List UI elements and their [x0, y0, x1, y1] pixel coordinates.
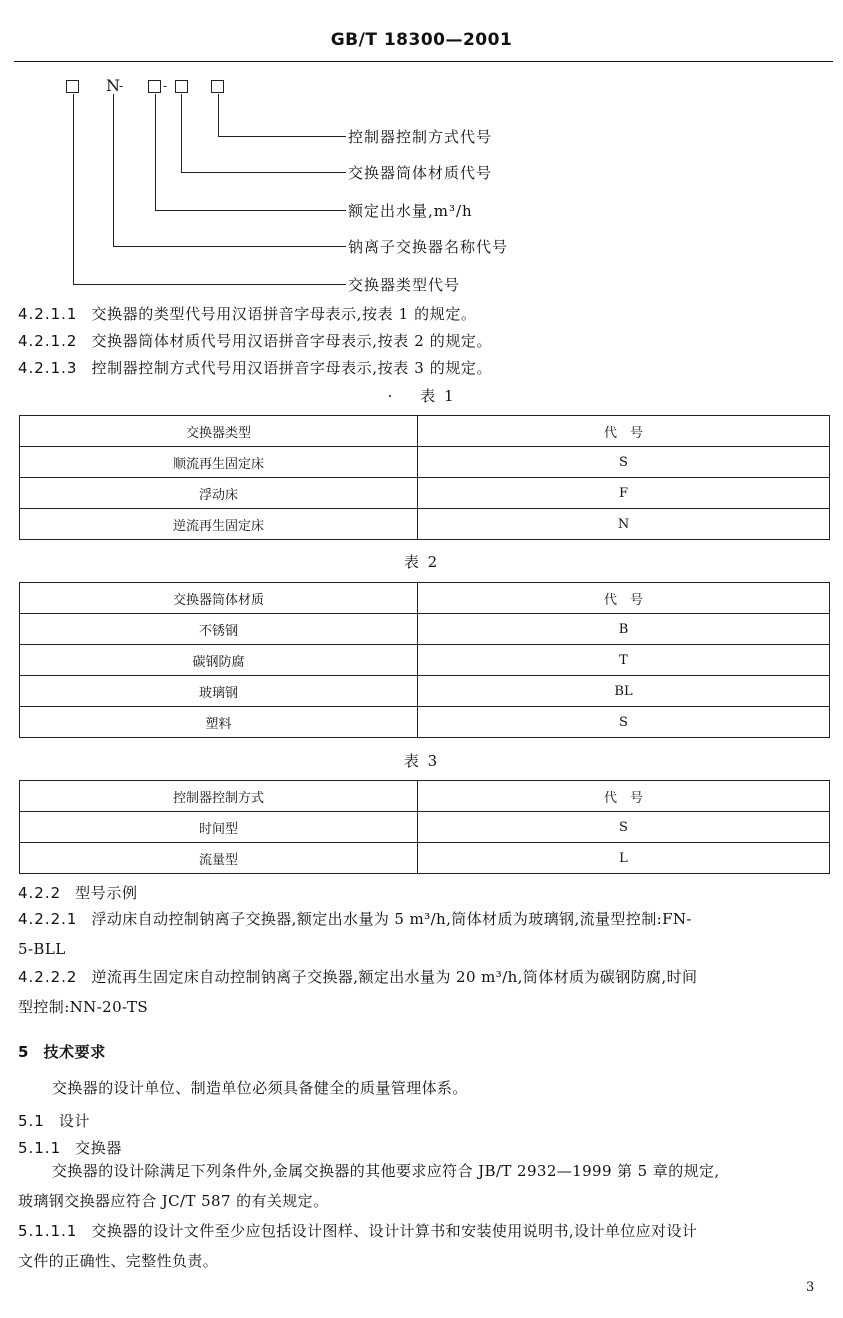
section-5-1-heading: 5.1 设计 [18, 1112, 91, 1130]
table-cell: 流量型 [20, 843, 418, 874]
leader-line [73, 284, 346, 285]
table-3 [19, 780, 830, 874]
section-5-heading: 5 技术要求 [18, 1043, 106, 1061]
table-3-caption: 表 3 [403, 752, 440, 770]
section-5-1-1-heading: 5.1.1 交换器 [18, 1139, 122, 1157]
table-cell: S [418, 447, 830, 478]
flow-code-box [148, 80, 161, 93]
table-cell: 浮动床 [20, 478, 418, 509]
column-header: 控制器控制方式 [20, 781, 418, 812]
table-cell: B [418, 614, 830, 645]
leader-line [155, 94, 156, 210]
table-row [20, 509, 830, 540]
clause-number: 4.2.1.2 [18, 332, 78, 350]
table-row [20, 676, 830, 707]
table-row [20, 843, 830, 874]
label-material-code: 交换器筒体材质代号 [348, 164, 493, 182]
clause-number: 5.1 [18, 1112, 45, 1130]
code-dash: - [119, 79, 124, 93]
leader-line [218, 94, 219, 136]
leader-line [113, 94, 114, 246]
table-cell: T [418, 645, 830, 676]
section-5-1-1-body: 交换器的设计除满足下列条件外,金属交换器的其他要求应符合 JB/T 2932—1999 第 5 章的规定, 玻璃钢交换器应符合 JC/T 587 的有关规定。 [18, 1162, 720, 1210]
type-code-box [66, 80, 79, 93]
page-number: 3 [806, 1280, 815, 1295]
clause-4-2-1-1 [18, 303, 477, 324]
table-cell: 顺流再生固定床 [20, 447, 418, 478]
table-1 [19, 415, 830, 540]
clause-4-2-2-2: 4.2.2.2 逆流再生固定床自动控制钠离子交换器,额定出水量为 20 m³/h,筒体材质为碳钢防腐,时间 型控制:NN-20-TS [18, 968, 698, 1016]
label-type-code: 交换器类型代号 [348, 276, 461, 294]
leader-line [113, 246, 346, 247]
table-row [20, 478, 830, 509]
clause-4-2-2-heading: 4.2.2 型号示例 [18, 884, 138, 902]
clause-number: 5.1.1 [18, 1139, 62, 1157]
column-header: 代 号 [418, 781, 830, 812]
column-header: 代 号 [418, 416, 830, 447]
table-cell: 逆流再生固定床 [20, 509, 418, 540]
label-name-code: 钠离子交换器名称代号 [348, 238, 509, 256]
control-code-box [211, 80, 224, 93]
table-cell: 碳钢防腐 [20, 645, 418, 676]
page-header: GB/T 18300—2001 [330, 30, 513, 50]
clause-5-1-1-1: 5.1.1.1 交换器的设计文件至少应包括设计图样、设计计算书和安装使用说明书,设计单位应对设计 文件的正确性、完整性负责。 [18, 1222, 698, 1270]
table-cell: BL [418, 676, 830, 707]
clause-4-2-1-2 [18, 330, 492, 351]
leader-line [181, 172, 346, 173]
table-cell: N [418, 509, 830, 540]
clause-text: 控制器控制方式代号用汉语拼音字母表示,按表 3 的规定。 [91, 359, 493, 377]
model-code-diagram [0, 0, 843, 300]
leader-line [155, 210, 346, 211]
column-header: 交换器类型 [20, 416, 418, 447]
table-cell: S [418, 707, 830, 738]
table-row [20, 812, 830, 843]
name-code-letter: N [106, 76, 120, 95]
table-row [20, 707, 830, 738]
table-1-caption: · 表 1 [387, 387, 456, 405]
table-cell: F [418, 478, 830, 509]
clause-4-2-1-3 [18, 357, 492, 378]
column-header: 交换器筒体材质 [20, 583, 418, 614]
code-dash: - [163, 79, 168, 93]
leader-line [73, 94, 74, 284]
clause-number: 4.2.2.1 [18, 910, 78, 928]
table-cell: 塑料 [20, 707, 418, 738]
caption-mark: · [387, 387, 395, 405]
clause-number: 4.2.1.3 [18, 359, 78, 377]
section-5-intro: 交换器的设计单位、制造单位必须具备健全的质量管理体系。 [52, 1079, 468, 1097]
clause-number: 4.2.2.2 [18, 968, 78, 986]
table-cell: L [418, 843, 830, 874]
leader-line [181, 94, 182, 172]
clause-text: 交换器筒体材质代号用汉语拼音字母表示,按表 2 的规定。 [91, 332, 493, 350]
table-cell: S [418, 812, 830, 843]
leader-line [218, 136, 346, 137]
table-2 [19, 582, 830, 738]
table-cell: 时间型 [20, 812, 418, 843]
table-header-row [20, 416, 830, 447]
table-cell: 玻璃钢 [20, 676, 418, 707]
column-header: 代 号 [418, 583, 830, 614]
table-header-row [20, 583, 830, 614]
table-cell: 不锈钢 [20, 614, 418, 645]
label-rated-flow: 额定出水量,m³/h [348, 202, 473, 220]
label-control-mode-code: 控制器控制方式代号 [348, 128, 493, 146]
table-header-row [20, 781, 830, 812]
material-code-box [175, 80, 188, 93]
table-row [20, 614, 830, 645]
clause-number: 4.2.2 [18, 884, 62, 902]
table-row [20, 645, 830, 676]
clause-number: 5 [18, 1043, 30, 1061]
table-row [20, 447, 830, 478]
clause-number: 4.2.1.1 [18, 305, 78, 323]
table-2-caption: 表 2 [403, 553, 440, 571]
clause-text: 交换器的类型代号用汉语拼音字母表示,按表 1 的规定。 [91, 305, 477, 323]
clause-4-2-2-1: 4.2.2.1 浮动床自动控制钠离子交换器,额定出水量为 5 m³/h,筒体材质为玻璃钢,流量型控制:FN- 5-BLL [18, 910, 692, 958]
clause-number: 5.1.1.1 [18, 1222, 78, 1240]
